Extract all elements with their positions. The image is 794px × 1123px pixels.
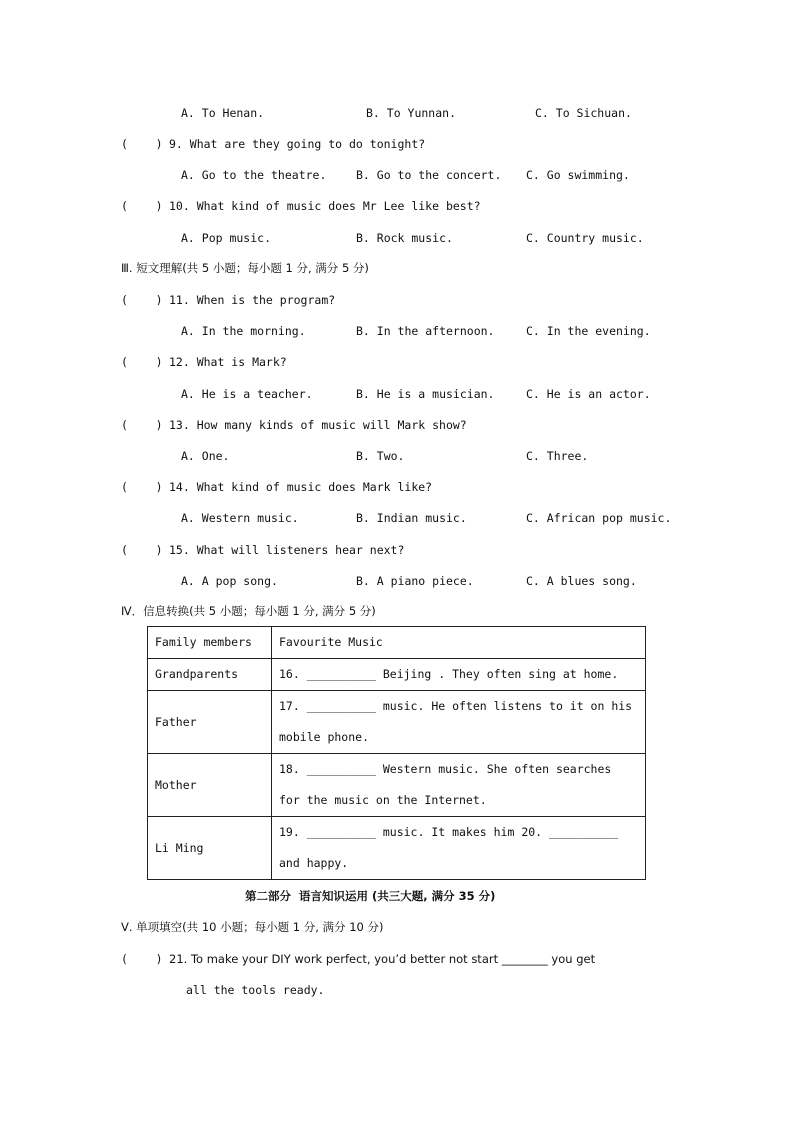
- table-row: [148, 817, 646, 880]
- q9-option-b: B. Go to the concert.: [356, 168, 502, 182]
- section-5-title: Ⅴ. 单项填空(共 10 小题；每小题 1 分, 满分 10 分): [121, 920, 384, 934]
- family-member-cell: Li Ming: [148, 817, 272, 880]
- q8-option-b: B. To Yunnan.: [366, 106, 457, 120]
- favourite-music-cell: 16. __________ Beijing . They often sing at home.: [272, 659, 646, 691]
- q8-option-a: A. To Henan.: [181, 106, 265, 120]
- q9-option-a: A. Go to the theatre.: [181, 168, 327, 182]
- q14-option-c: C. African pop music.: [526, 511, 672, 525]
- answer-blank[interactable]: ( ): [121, 952, 163, 966]
- question-stem: 14. What kind of music does Mark like?: [169, 480, 433, 494]
- section-3-title: Ⅲ. 短文理解(共 5 小题；每小题 1 分, 满分 5 分): [121, 261, 369, 275]
- answer-blank[interactable]: ( ): [121, 480, 163, 494]
- part-2-title: 第二部分 语言知识运用 (共三大题, 满分 35 分): [245, 889, 496, 903]
- q15-option-a: A. A pop song.: [181, 574, 278, 588]
- answer-blank[interactable]: ( ): [121, 543, 163, 557]
- favourite-music-cell: 17. __________ music. He often listens to it on his mobile phone.: [272, 691, 646, 754]
- family-member-cell: Grandparents: [148, 659, 272, 691]
- answer-blank[interactable]: ( ): [121, 418, 163, 432]
- answer-blank[interactable]: ( ): [121, 355, 163, 369]
- q13-option-b: B. Two.: [356, 449, 405, 463]
- answer-blank[interactable]: ( ): [121, 293, 163, 307]
- q14-option-b: B. Indian music.: [356, 511, 467, 525]
- table-header-cell: Family members: [148, 627, 272, 659]
- q12-option-c: C. He is an actor.: [526, 387, 651, 401]
- family-member-cell: Father: [148, 691, 272, 754]
- q15-option-c: C. A blues song.: [526, 574, 637, 588]
- q10-option-c: C. Country music.: [526, 231, 644, 245]
- question-stem: 13. How many kinds of music will Mark show?: [169, 418, 467, 432]
- answer-blank[interactable]: ( ): [121, 137, 163, 151]
- q10-option-a: A. Pop music.: [181, 231, 272, 245]
- table-header-row: [148, 627, 646, 659]
- q12-option-a: A. He is a teacher.: [181, 387, 313, 401]
- answer-blank[interactable]: ( ): [121, 199, 163, 213]
- q13-option-a: A. One.: [181, 449, 230, 463]
- table-row: [148, 659, 646, 691]
- q15-option-b: B. A piano piece.: [356, 574, 474, 588]
- question-continuation: all the tools ready.: [186, 983, 325, 997]
- favourite-music-table: [147, 626, 646, 880]
- favourite-music-cell: 19. __________ music. It makes him 20. __________ and happy.: [272, 817, 646, 880]
- q14-option-a: A. Western music.: [181, 511, 299, 525]
- question-stem: 15. What will listeners hear next?: [169, 543, 405, 557]
- table-row: [148, 754, 646, 817]
- question-stem: 10. What kind of music does Mr Lee like best?: [169, 199, 481, 213]
- q10-option-b: B. Rock music.: [356, 231, 453, 245]
- favourite-music-cell: 18. __________ Western music. She often searches for the music on the Internet.: [272, 754, 646, 817]
- family-member-cell: Mother: [148, 754, 272, 817]
- q13-option-c: C. Three.: [526, 449, 589, 463]
- table-header-cell: Favourite Music: [272, 627, 646, 659]
- q9-option-c: C. Go swimming.: [526, 168, 630, 182]
- question-stem: 9. What are they going to do tonight?: [169, 137, 426, 151]
- section-4-title: Ⅳ．信息转换(共 5 小题；每小题 1 分, 满分 5 分): [121, 604, 376, 618]
- q11-option-a: A. In the morning.: [181, 324, 306, 338]
- question-stem: 21. To make your DIY work perfect, you’d better not start ________ you get: [169, 952, 596, 966]
- q12-option-b: B. He is a musician.: [356, 387, 495, 401]
- q8-option-c: C. To Sichuan.: [535, 106, 632, 120]
- question-stem: 12. What is Mark?: [169, 355, 287, 369]
- table-row: [148, 691, 646, 754]
- q11-option-b: B. In the afternoon.: [356, 324, 495, 338]
- question-stem: 11. When is the program?: [169, 293, 336, 307]
- q11-option-c: C. In the evening.: [526, 324, 651, 338]
